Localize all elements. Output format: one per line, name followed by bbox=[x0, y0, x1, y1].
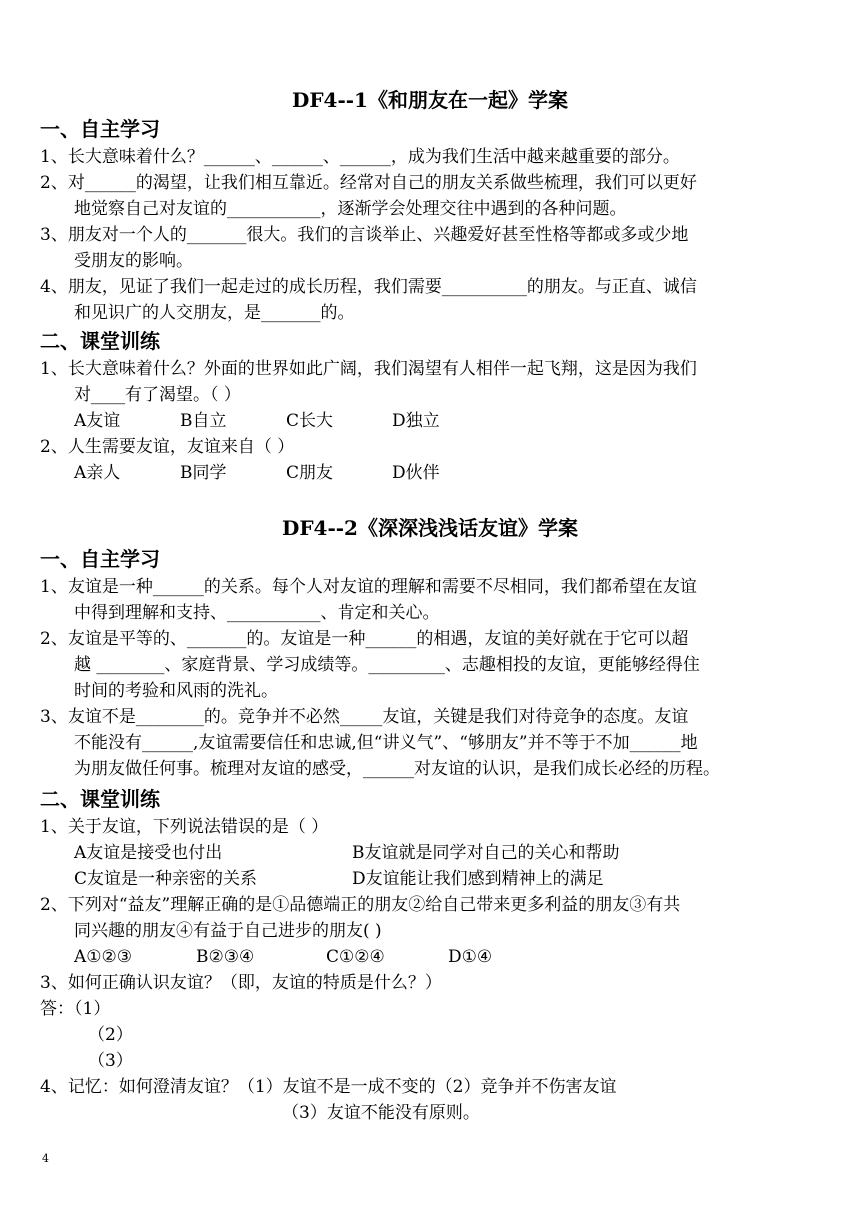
doc2-q2-line2: 越 ________、家庭背景、学习成绩等。_________、志趣相投的友谊，更能够经得住 bbox=[74, 655, 700, 675]
doc2-t4-line1: 4、记忆：如何澄清友谊？（1）友谊不是一成不变的（2）竞争并不伤害友谊 bbox=[40, 1077, 617, 1097]
doc2-t2-line1: 2、下列对“益友”理解正确的是①品德端正的朋友②给自己带来更多利益的朋友③有共 bbox=[40, 895, 681, 915]
doc2-q3-line3: 为朋友做任何事。梳理对友谊的感受，______对友谊的认识，是我们成长必经的历程。 bbox=[74, 759, 720, 779]
doc2-t1-option-b: B友谊就是同学对自己的关心和帮助 bbox=[352, 843, 620, 863]
doc1-t2-option-d: D伙伴 bbox=[392, 463, 440, 483]
doc1-t1-option-a: A友谊 bbox=[74, 411, 121, 431]
doc2-section-self-study: 一、自主学习 bbox=[40, 547, 160, 571]
doc1-section-self-study: 一、自主学习 bbox=[40, 117, 160, 141]
doc2-t2-line2: 同兴趣的朋友④有益于自己进步的朋友( ) bbox=[74, 921, 382, 941]
doc2-answer-1: 答：（1） bbox=[40, 999, 111, 1019]
doc2-t2-option-c: C①②④ bbox=[326, 947, 385, 967]
doc1-t1-line2: 对____有了渴望。（ ） bbox=[74, 385, 241, 405]
doc1-q2-line2: 地觉察自己对友谊的___________，逐渐学会处理交往中遇到的各种问题。 bbox=[74, 199, 627, 219]
page-number: 4 bbox=[42, 1152, 49, 1165]
doc1-t2-option-c: C朋友 bbox=[286, 463, 334, 483]
doc2-t3: 3、如何正确认识友谊？（即，友谊的特质是什么？） bbox=[40, 973, 442, 993]
doc2-section-class-training: 二、课堂训练 bbox=[40, 787, 160, 811]
doc2-t1-option-d: D友谊能让我们感到精神上的满足 bbox=[352, 869, 604, 889]
doc1-q1: 1、长大意味着什么？______、______、______，成为我们生活中越来越重要的部分。 bbox=[40, 147, 680, 167]
doc1-t2-option-b: B同学 bbox=[180, 463, 227, 483]
doc2-t1: 1、关于友谊，下列说法错误的是（ ） bbox=[40, 817, 329, 837]
doc1-t1-line1: 1、长大意味着什么？外面的世界如此广阔，我们渴望有人相伴一起飞翔，这是因为我们 bbox=[40, 359, 697, 379]
doc2-q2-line1: 2、友谊是平等的、_______的。友谊是一种______的相遇，友谊的美好就在于它可以超 bbox=[40, 629, 689, 649]
doc1-t2-option-a: A亲人 bbox=[74, 463, 121, 483]
doc2-title: DF4--2《深深浅浅话友谊》学案 bbox=[282, 516, 578, 540]
doc2-t2-option-b: B②③④ bbox=[196, 947, 255, 967]
doc2-t4-line2: （3）友谊不能没有原则。 bbox=[282, 1103, 480, 1123]
doc2-t2-option-d: D①④ bbox=[448, 947, 493, 967]
doc1-q2-line1: 2、对______的渴望，让我们相互靠近。经常对自己的朋友关系做些梳理，我们可以更好 bbox=[40, 173, 697, 193]
doc1-t1-option-c: C长大 bbox=[286, 411, 334, 431]
doc1-t1-option-b: B自立 bbox=[180, 411, 227, 431]
doc2-t1-option-a: A友谊是接受也付出 bbox=[74, 843, 223, 863]
doc1-t1-option-d: D独立 bbox=[392, 411, 440, 431]
doc1-q3-line2: 受朋友的影响。 bbox=[74, 251, 193, 271]
doc2-q1-line1: 1、友谊是一种______的关系。每个人对友谊的理解和需要不尽相同，我们都希望在友谊 bbox=[40, 577, 697, 597]
doc2-q3-line2: 不能没有______,友谊需要信任和忠诚,但“讲义气”、“够朋友”并不等于不加______地 bbox=[74, 733, 698, 753]
doc2-answer-3: （3） bbox=[88, 1051, 133, 1071]
doc1-q4-line1: 4、朋友，见证了我们一起走过的成长历程，我们需要__________的朋友。与正直、诚信 bbox=[40, 277, 697, 297]
doc2-answer-2: （2） bbox=[88, 1025, 133, 1045]
doc1-title: DF4--1《和朋友在一起》学案 bbox=[292, 88, 568, 112]
doc1-t2: 2、人生需要友谊，友谊来自（ ） bbox=[40, 437, 295, 457]
doc2-t1-option-c: C友谊是一种亲密的关系 bbox=[74, 869, 258, 889]
doc2-t2-option-a: A①②③ bbox=[74, 947, 132, 967]
doc2-q2-line3: 时间的考验和风雨的洗礼。 bbox=[74, 681, 278, 701]
doc2-q3-line1: 3、友谊不是________的。竞争并不必然_____友谊，关键是我们对待竞争的态度。友谊 bbox=[40, 707, 689, 727]
doc1-q4-line2: 和见识广的人交朋友，是_______的。 bbox=[74, 303, 355, 323]
doc2-q1-line2: 中得到理解和支持、___________、肯定和关心。 bbox=[74, 603, 440, 623]
doc1-q3-line1: 3、朋友对一个人的_______很大。我们的言谈举止、兴趣爱好甚至性格等都或多或少地 bbox=[40, 225, 689, 245]
doc1-section-class-training: 二、课堂训练 bbox=[40, 329, 160, 353]
